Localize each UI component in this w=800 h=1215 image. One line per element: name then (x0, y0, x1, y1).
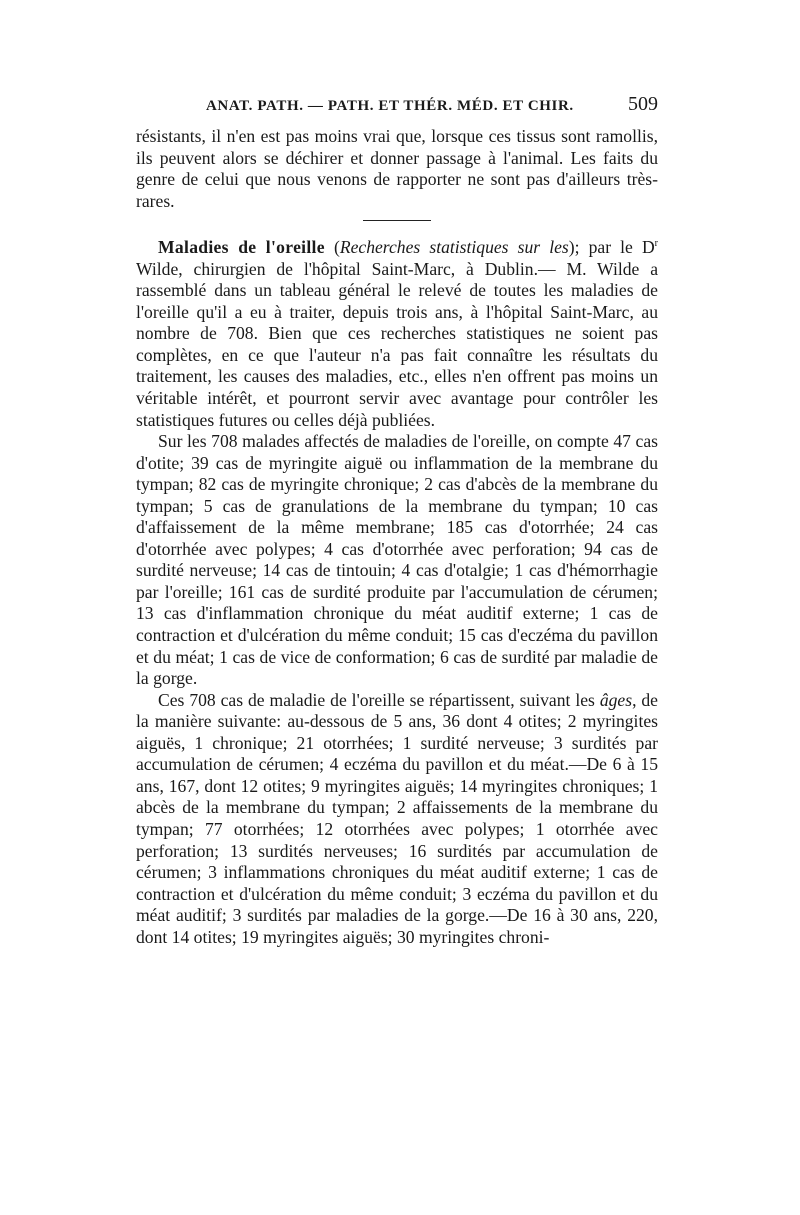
article-third-paragraph (136, 690, 658, 949)
source-close: ); par le D (568, 237, 655, 258)
running-header (206, 93, 658, 116)
page-number: 509 (628, 93, 658, 115)
article-first-paragraph (136, 237, 658, 431)
ages-italic: âges (599, 689, 633, 710)
author-title-sup: r (654, 238, 659, 250)
third-paragraph-rest: , de la manière suivante: au-dessous de 5 ans, 36 dont 4 otites; 2 myringites aiguës, 1 chronique; 21 otorrhées; 1 surdité nerveuse; 3 surdités par accumulation de cérumen; 4 eczéma du pavillon et du méat.—De 6 à 15 ans, 167, dont 12 otites; 9 myringites aiguës; 14 myringites chroniques; 1 abcès de la membrane du tympan; 2 affaissements de la membrane du tympan; 77 otorrhées; 12 otorrhées avec polypes; 1 otorrhée avec perforation; 13 surdités nerveuses; 16 surdités par accumulation de cérumen; 3 inflammations chroniques du méat auditif externe; 1 cas de contraction et d'ulcération du même conduit; 3 eczéma du pavillon et du méat auditif; 3 surdités par maladies de la gorge.—De 16 à 30 ans, 220, dont 14 otites; 19 myringites aiguës; 30 myringites chroni- (136, 689, 658, 947)
first-paragraph-text: Wilde, chirurgien de l'hôpital Saint-Marc, à Dublin.— M. Wilde a rassemblé dans un tableau général le relevé de toutes les maladies de l'oreille qu'il a eu à traiter, depuis trois ans, à l'hôpital Saint-Marc, au nombre de 708. Bien que ces recherches statistiques ne soient pas complètes, en ce que l'auteur n'a pas fait connaître les résultats du traitement, les causes des maladies, etc., elles n'en offrent pas moins un véritable intérêt, et pourront servir avec avantage pour contrôler les statistiques futures ou celles déjà publiées. (136, 258, 658, 430)
source-title: Recherches statistiques sur les (339, 237, 569, 258)
section-divider (363, 220, 431, 221)
page-body (136, 126, 658, 948)
article-second-paragraph: Sur les 708 malades affectés de maladies de l'oreille, on compte 47 cas d'otite; 39 cas de myringite aiguë ou inflammation de la membrane du tympan; 82 cas de myringite chronique; 2 cas d'abcès de la membrane du tympan; 5 cas de granulations de la membrane du tympan; 10 cas d'affaissement de la même membrane; 185 cas d'otorrhée; 24 cas d'otorrhée avec polypes; 4 cas d'otorrhée avec perforation; 94 cas de surdité nerveuse; 14 cas de tintouin; 4 cas d'otalgie; 1 cas d'hémorrhagie par l'oreille; 161 cas de surdité produite par l'accumulation de cérumen; 13 cas d'inflammation chronique du méat auditif externe; 1 cas de contraction et d'ulcération du même conduit; 15 cas d'eczéma du pavillon et du méat; 1 cas de vice de conformation; 6 cas de surdité par maladie de la gorge. (136, 431, 658, 689)
article-heading: Maladies de l'oreille (158, 237, 325, 258)
continued-paragraph: résistants, il n'en est pas moins vrai que, lorsque ces tissus sont ramollis, ils peuvent alors se déchirer et donner passage à l'animal. Les faits du genre de celui que nous venons de rapporter ne sont pas d'ailleurs très-rares. (136, 126, 658, 211)
third-paragraph-start: Ces 708 cas de maladie de l'oreille se répartissent, suivant les (158, 689, 600, 710)
source-open: ( (324, 237, 340, 258)
running-title: ANAT. PATH. — PATH. ET THÉR. MÉD. ET CHIR. (206, 98, 574, 114)
